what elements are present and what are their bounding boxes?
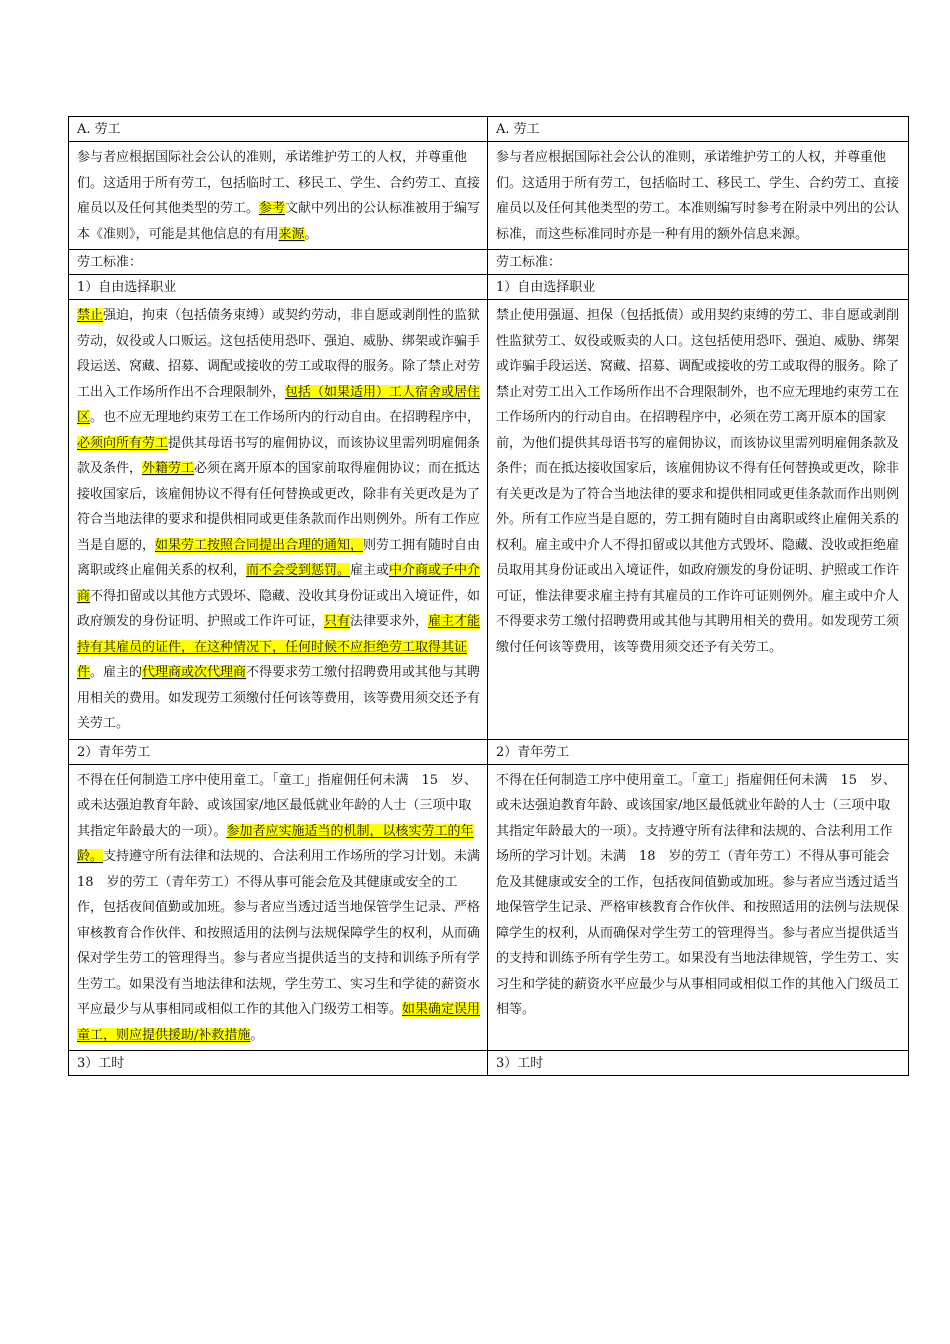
revised-text-cell [488, 142, 909, 250]
highlighted-change: 禁止 [77, 308, 104, 323]
cell-text: 。雇主的 [90, 665, 143, 680]
cell-text: 1）自由选择职业 [77, 280, 177, 295]
cell-text: 禁止使用强逼、担保（包括抵债）或用契约束缚的劳工、非自愿或剥削性监狱劳工、奴役或贩卖的人口。这包括使用恐吓、强迫、威胁、绑架或诈骗手段运送、窝藏、招募、调配或接收的劳工或取得的服务。除了禁止对劳工出入工作场所作出不合理限制外，也不应无理地约束劳工在工作场所内的行动自由。在招聘程序中，必须在劳工离开原本的国家前，为他们提供其母语书写的雇佣协议，而该协议里需列明雇佣条款及条件；而在抵达接收国家后，该雇佣协议不得有任何替换或更改，除非有关更改是为了符合当地法律的要求和提供相同或更佳条款而作出则例外。所有工作应当是自愿的，劳工拥有随时自由离职或终止雇佣关系的权利。雇主或中介人不得扣留或以其他方式毁坏、隐藏、没收或拒绝雇员取用其身份证或出入境证件，如政府颁发的身份证明、护照或工作许可证，惟法律要求雇主持有其雇员的工作许可证则例外。雇主或中介人不得要求劳工缴付招聘费用或其他与其聘用相关的费用。如发现劳工须缴付任何该等费用，该等费用须交还予有关劳工。 [496, 308, 900, 655]
cell-text: 不得在任何制造工序中使用童工。「童工」指雇佣任何未满 15 岁、或未达强迫教育年龄、或该国家/地区最低就业年龄的人士（三项中取其指定年龄最大的一项）。 [77, 772, 478, 839]
original-text-cell [69, 1051, 488, 1076]
cell-text: 。 [304, 226, 318, 242]
highlighted-change: 如果劳工按照合同提出合理的通知， [155, 537, 364, 553]
table-row-section-heading [69, 117, 909, 142]
highlighted-change: 来源 [278, 226, 305, 242]
original-text-cell [69, 275, 488, 300]
cell-text: 不得要求劳工缴付招聘费用或其他与其聘用相关的费用。如发现劳工须缴付任何该等费用，该等费用须交还予有关劳工。 [77, 665, 481, 731]
cell-text: 强迫，拘束（包括债务束缚）或契约劳动，非自愿或剥削性的监狱劳动，奴役或人口贩运。这包括使用恐吓、强迫、威胁、绑架或诈骗手段运送、窝藏、招募、调配或接收的劳工或取得的服务。除了禁止对劳工出入工作场所作出不合理限制外， [77, 308, 481, 400]
highlighted-change: 而不会受到惩罚。 [246, 563, 351, 578]
cell-text: 参与者应根据国际社会公认的准则，承诺维护劳工的人权，并尊重他们。这适用于所有劳工，包括临时工、移民工、学生、合约劳工、直接雇员以及任何其他类型的劳工。 [77, 150, 481, 216]
table-row-freely-chosen-employment-text [69, 300, 909, 740]
revised-text-cell [488, 764, 909, 1051]
cell-text: 劳工标准： [77, 255, 143, 270]
table-row-young-workers-text [69, 764, 909, 1051]
cell-text: 1）自由选择职业 [496, 280, 596, 295]
highlighted-change: 必须向所有劳工 [77, 435, 169, 451]
highlighted-change: 包括（如果适用）工人宿舍或居住区 [77, 384, 481, 425]
cell-text: 不得在任何制造工序中使用童工。「童工」指雇佣任何未满 15 岁、或未达强迫教育年龄、或该国家/地区最低就业年龄的人士（三项中取其指定年龄最大的一项）。支持遵守所有法律和法规的、合法利用工作场所的学习计划。未满 18 岁的劳工（青年劳工）不得从事可能会危及其健康或安全的工作，包括夜间值勤或加班。参与者应当透过适当地保管学生记录、严格审核教育合作伙伴、和按照适用的法例与法规保障学生的权利，从而确保对学生劳工的管理得当。参与者应当提供适当的支持和训练予所有学生劳工。如果没有当地法律规管，学生劳工、实习生和学徒的薪资水平应最少与从事相同或相似工作的其他入门级员工相等。 [496, 772, 900, 1017]
revised-text-cell [488, 300, 909, 740]
cell-text: A. 劳工 [496, 122, 540, 137]
revised-text-cell [488, 275, 909, 300]
cell-text: A. 劳工 [77, 122, 121, 137]
cell-text: 支持遵守所有法律和法规的、合法利用工作场所的学习计划。未满 18 岁的劳工（青年劳工）不得从事可能会危及其健康或安全的工作，包括夜间值勤或加班。参与者应当透过适当地保管学生记录、严格审核教育合作伙伴、和按照适用的法例与法规保障学生的权利，从而确保对学生劳工的管理得当。参与者应当提供适当的支持和训练予所有学生劳工。如果没有当地法律和法规，学生劳工、实习生和学徒的薪资水平应最少与从事相同或相似工作的其他入门级劳工相等。 [77, 849, 494, 1017]
original-text-cell [69, 250, 488, 275]
highlighted-change: 代理商或次代理商 [142, 665, 247, 680]
comparison-table [68, 116, 909, 1076]
cell-text: 2）青年劳工 [496, 744, 570, 760]
cell-text: 提供其母语书写的雇佣协议，而该协议里需列明雇佣条款及条件， [77, 435, 481, 476]
table-row-young-workers-heading [69, 739, 909, 764]
cell-text: 3）工时 [77, 1056, 125, 1071]
highlighted-change: 如果确定误用童工，则应提供援助/补救措施 [77, 1002, 481, 1043]
original-text-cell [69, 300, 488, 740]
table-row-section-intro [69, 142, 909, 250]
cell-text: 。也不应无理地约束劳工在工作场所内的行动自由。在招聘程序中， [90, 410, 481, 425]
cell-text: 法律要求外， [350, 614, 429, 629]
table-row-working-hours-heading [69, 1051, 909, 1076]
table-row-freely-chosen-employment-heading [69, 275, 909, 300]
cell-text: 必须在离开原本的国家前取得雇佣协议；而在抵达接收国家后，该雇佣协议不得有任何替换或更改，除非有关更改是为了符合当地法律的要求和提供相同或更佳条款而作出则例外。所有工作应当是自愿的， [77, 461, 481, 553]
original-text-cell [69, 764, 494, 1051]
revised-text-cell [488, 1051, 909, 1076]
revised-text-cell [488, 739, 909, 764]
highlighted-change: 中介商或子中介商 [77, 563, 481, 604]
revised-text-cell [488, 250, 909, 275]
original-text-cell [69, 117, 488, 142]
revised-text-cell [488, 117, 909, 142]
highlighted-change: 只有 [324, 614, 351, 629]
highlighted-change: 雇主才能持有其雇员的证件，在这种情况下，任何时候不应拒绝劳工取得其证件 [77, 614, 481, 680]
highlighted-change: 参加者应实施适当的机制，以核实劳工的年龄。 [77, 823, 474, 864]
highlighted-change: 外籍劳工 [142, 461, 195, 476]
cell-text: 则劳工拥有随时自由离职或终止雇佣关系的权利， [77, 537, 481, 578]
cell-text: 。 [250, 1027, 264, 1043]
comparison-table-body [69, 117, 909, 1076]
cell-text: 文献中列出的公认标准被用于编写本《准则》，可能是其他信息的有用 [77, 201, 481, 242]
cell-text: 劳工标准： [496, 255, 562, 270]
highlighted-change: 参考 [259, 201, 286, 216]
cell-text: 不得扣留或以其他方式毁坏、隐藏、没收其身份证或出入境证件，如政府颁发的身份证明、护照或工作许可证， [77, 588, 481, 629]
cell-text: 2）青年劳工 [77, 744, 151, 760]
original-text-cell [69, 739, 488, 764]
cell-text: 3）工时 [496, 1056, 544, 1071]
original-text-cell [69, 142, 488, 250]
cell-text: 参与者应根据国际社会公认的准则，承诺维护劳工的人权，并尊重他们。这适用于所有劳工，包括临时工、移民工、学生、合约劳工、直接雇员以及任何其他类型的劳工。本准则编写时参考在附录中列出的公认标准，而这些标准同时亦是一种有用的额外信息来源。 [496, 150, 900, 242]
cell-text: 雇主或 [350, 563, 390, 578]
table-row-labor-standards-heading [69, 250, 909, 275]
